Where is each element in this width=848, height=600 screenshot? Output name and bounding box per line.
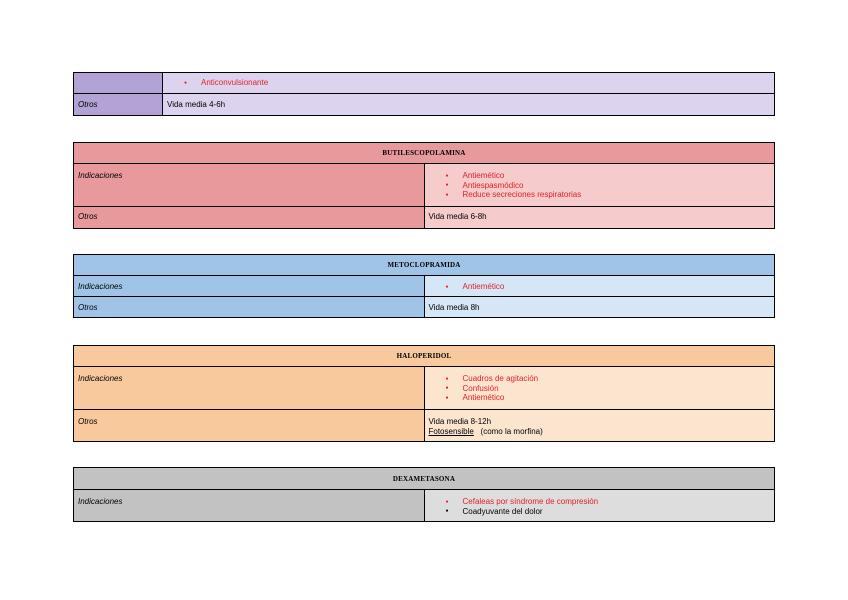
indicaciones-cell — [424, 490, 775, 522]
table-metoclopramida — [73, 254, 775, 318]
otros-value: Vida media 4-6h — [163, 94, 775, 116]
otros-value: Vida media 8h — [424, 297, 775, 318]
indicaciones-list — [429, 282, 771, 292]
indicaciones-label: Indicaciones — [74, 367, 425, 410]
list-item: ● Antiemético — [463, 282, 771, 292]
list-item: ● Antiemético — [463, 393, 771, 403]
table-butilescopolamina — [73, 142, 775, 229]
list-item: ● Antiemético — [463, 171, 771, 181]
list-item: ● Antiespasmódico — [463, 181, 771, 191]
indicaciones-cell — [424, 367, 775, 410]
section-title: DEXAMETASONA — [74, 468, 775, 490]
indicaciones-label: Indicaciones — [74, 276, 425, 297]
indicaciones-cell — [424, 276, 775, 297]
indicaciones-list — [167, 78, 770, 88]
section-title: METOCLOPRAMIDA — [74, 255, 775, 276]
indicaciones-label: Indicaciones — [74, 490, 425, 522]
indicaciones-label: Indicaciones — [74, 164, 425, 207]
table-continued — [73, 72, 775, 116]
otros-value: Vida media 6-8h — [424, 207, 775, 229]
otros-cell — [424, 410, 775, 442]
otros-note: (como la morfina) — [480, 426, 543, 436]
indicaciones-list — [429, 374, 771, 403]
fotosensible-text: Fotosensible — [428, 426, 474, 436]
indicaciones-list — [429, 497, 771, 516]
list-item: ● Cuadros de agitación — [463, 374, 771, 384]
list-item: ● Reduce secreciones respiratorias — [463, 190, 771, 200]
otros-label: Otros — [74, 94, 163, 116]
otros-label: Otros — [74, 297, 425, 318]
otros-label: Otros — [74, 410, 425, 442]
indicaciones-list — [429, 171, 771, 200]
list-item: ● Confusión — [463, 384, 771, 394]
table-dexametasona — [73, 467, 775, 522]
section-title: HALOPERIDOL — [74, 346, 775, 367]
list-item: ● Coadyuvante del dolor — [463, 507, 771, 517]
list-item: ● Cefaleas por síndrome de compresión — [463, 497, 771, 507]
otros-line — [429, 427, 771, 437]
indicaciones-cell — [163, 73, 775, 94]
otros-line: Vida media 8-12h — [428, 417, 492, 426]
section-title: BUTILESCOPOLAMINA — [74, 143, 775, 164]
label-cell-empty — [74, 73, 163, 94]
indicaciones-cell — [424, 164, 775, 207]
table-haloperidol — [73, 345, 775, 442]
otros-label: Otros — [74, 207, 425, 229]
list-item: ● Anticonvulsionante — [201, 78, 770, 88]
